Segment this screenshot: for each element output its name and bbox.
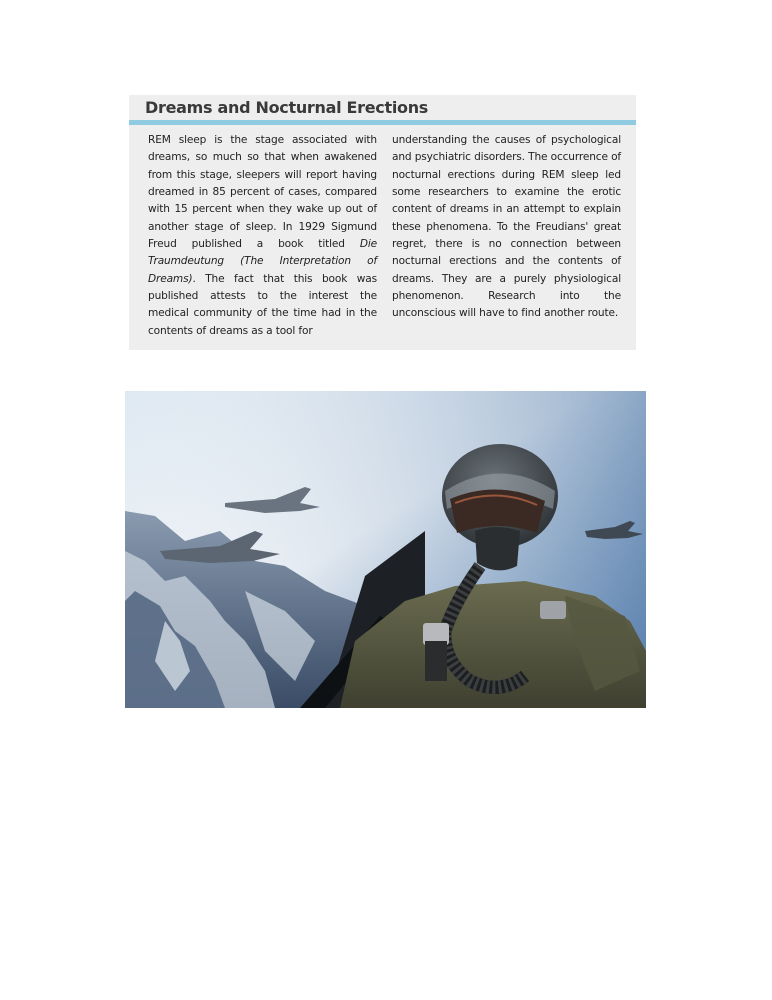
fighter-pilot-photo (125, 391, 646, 708)
left-column-paragraph (148, 132, 377, 340)
photo-illustration (125, 391, 646, 708)
left-column-text-end: . The fact that this book was published attests to the interest the medical community of the time had in the contents of dreams as a tool for (148, 272, 377, 337)
sidebar-box (129, 95, 636, 350)
sidebar-title: Dreams and Nocturnal Erections (145, 98, 429, 117)
book-title-italic: Die Traumdeutung (The Interpretation of Dreams) (148, 238, 377, 285)
title-rule (129, 120, 636, 125)
left-column (148, 132, 377, 340)
left-column-text-start: REM sleep is the stage associated with dreams, so much so that when awakened from this stage, sleepers will report having dreamed in 85 percent of cases, compared with 15 percent when they wake up out of another stage of sleep. In 1929 Sigmund Freud published a book titled (148, 134, 377, 251)
right-column (392, 132, 621, 323)
right-column-paragraph: understanding the causes of psychological and psychiatric disorders. The occurrence of nocturnal erections during REM sleep led some researchers to examine the erotic content of dreams in an attempt to explain these phenomena. To the Freudians' great regret, there is no connection between nocturnal erections and the contents of dreams. They are a purely physiological phenomenon. Research into the unconscious will have to find another route. (392, 134, 621, 320)
